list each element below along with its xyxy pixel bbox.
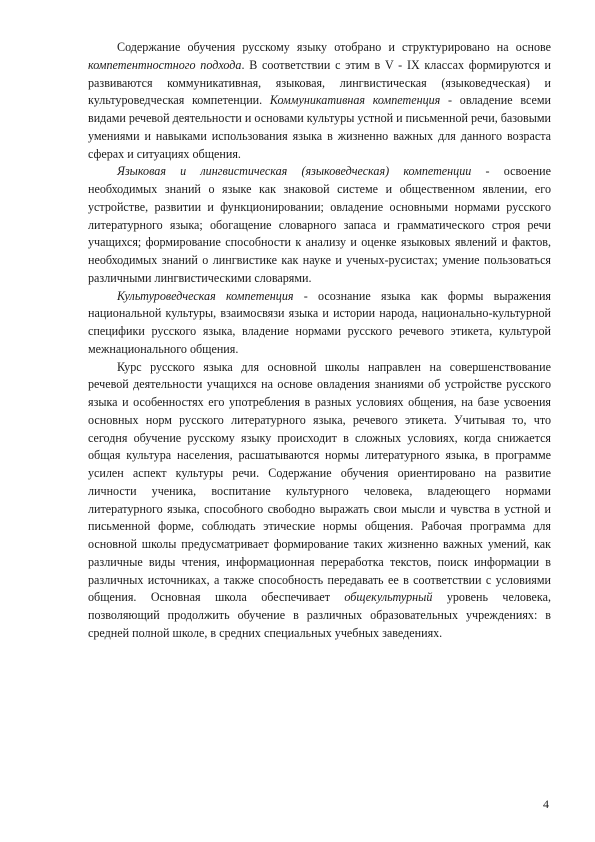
page-number: 4 <box>543 797 549 811</box>
text-segment: Курс русского языка для основной школы направлен на совершенствование речевой деятельности учащихся на основе овладения знаниями об устройстве русского языка и особенностях его употребления в разных условиях общения, на базе усвоения основных норм русского литературного языка, речевого этикета. Учитывая то, что сегодня обучение русскому языку происходит в сложных условиях, когда снижается общая культура населения, расшатываются нормы литературного языка, в программе усилен аспект культуры речи. Содержание обучения ориентировано на развитие личности ученика, воспитание культурного человека, владеющего нормами литературного языка, способного свободно выражать свои мысли и чувства в устной и письменной форме, соблюдать этические нормы общения. Рабочая программа для основной школы предусматривает формирование таких жизненно важных умений, как различные виды чтения, информационная переработка текстов, поиск информации в различных источниках, а также способность передавать ее в соответствии с условиями общения. Основная школа обеспечивает <box>88 359 551 605</box>
text-segment: - освоение необходимых знаний о языке как знаковой системе и общественном явлении, его устройстве, развитии и функционировании; овладение основными нормами русского литературного языка; обогащение словарного запаса и грамматического строя речи учащихся; формирование способности к анализу и оценке языковых явлений и фактов, необходимых знаний о лингвистике как науке и ученых-русистах; умение пользоваться различными лингвистическими словарями. <box>88 164 552 285</box>
paragraph-competence-intro <box>88 39 551 163</box>
text-segment: - осознание языка как формы выражения национальной культуры, взаимосвязи языка и истории народа, национально-культурной специфики русского языка, владение нормами русского речевого этикета, культурой межнационального общения. <box>88 288 551 356</box>
paragraph-cultural-competence <box>88 288 551 359</box>
text-segment: уровень человека, позволяющий продолжить обучение в различных образовательных учреждениях: в средней полной школе, в средних специальных учебных заведениях. <box>88 590 552 640</box>
term-linguistic-competence: Языковая и лингвистическая (языковедческая) компетенции <box>117 164 472 179</box>
paragraph-linguistic-competence <box>88 163 551 287</box>
text-segment: . В соответствии с этим в V - IX классах формируются и развиваются коммуникативная, языковая, лингвистическая (языковедческая) и культуроведческая компетенции. <box>88 57 551 108</box>
document-body <box>88 39 551 643</box>
term-cultural-competence: Культуроведческая компетенция <box>117 288 294 303</box>
term-competence-approach: компетентностного подхода <box>88 57 242 72</box>
term-communicative-competence: Коммуникативная компетенция <box>269 93 441 108</box>
text-segment: - овладение всеми видами речевой деятельности и основами культуры устной и письменной речи, базовыми умениями и навыками использования языка в жизненно важных для данного возраста сферах и ситуациях общения. <box>88 93 551 161</box>
paragraph-course-description <box>88 359 551 643</box>
text-segment: Содержание обучения русскому языку отобрано и структурировано на основе <box>117 40 551 54</box>
term-general-cultural: общекультурный <box>344 590 433 605</box>
